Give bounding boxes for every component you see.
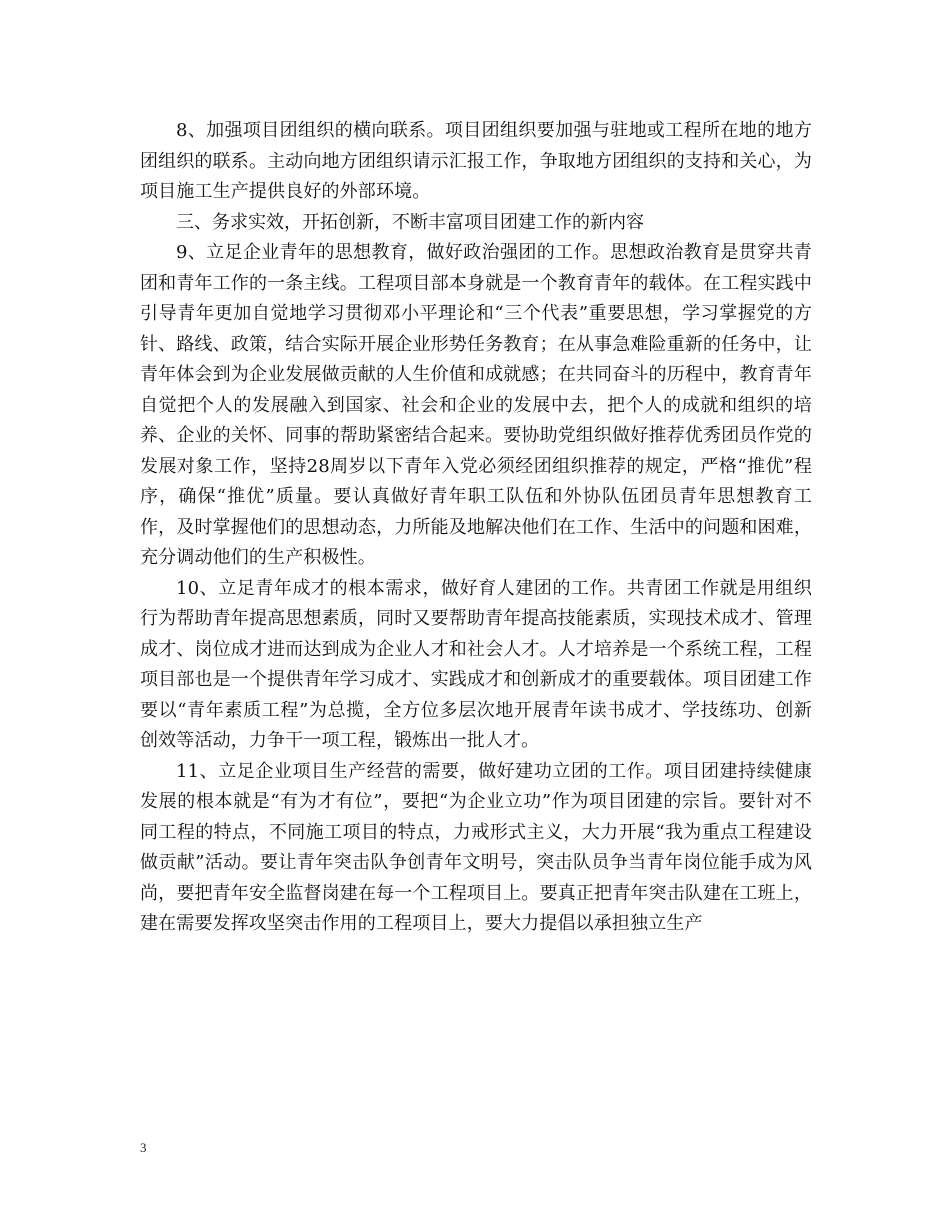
paragraph-8: 8、加强项目团组织的横向联系。项目团组织要加强与驻地或工程所在地的地方团组织的联系。主动向地方团组织请示汇报工作，争取地方团组织的支持和关心，为项目施工生产提供良好的外部环境。	[140, 120, 812, 202]
page-number: 3	[140, 1140, 147, 1155]
paragraph-10: 10、立足青年成才的根本需求，做好育人建团的工作。共青团工作就是用组织行为帮助青年提高思想素质，同时又要帮助青年提高技能素质，实现技术成才、管理成才、岗位成才进而达到成为企业人才和社会人才。人才培养是一个系统工程，工程项目部也是一个提供青年学习成才、实践成才和创新成才的重要载体。项目团建工作要以“青年素质工程”为总揽，全方位多层次地开展青年读书成才、学技练功、创新创效等活动，力争干一项工程，锻炼出一批人才。	[140, 577, 812, 751]
paragraph-9: 9、立足企业青年的思想教育，做好政治强团的工作。思想政治教育是贯穿共青团和青年工作的一条主线。工程项目部本身就是一个教育青年的载体。在工程实践中引导青年更加自觉地学习贯彻邓小平理论和“三个代表”重要思想，学习掌握党的方针、路线、政策，结合实际开展企业形势任务教育；在从事急难险重新的任务中，让青年体会到为企业发展做贡献的人生价值和成就感；在共同奋斗的历程中，教育青年自觉把个人的发展融入到国家、社会和企业的发展中去，把个人的成就和组织的培养、企业的关怀、同事的帮助紧密结合起来。要协助党组织做好推荐优秀团员作党的发展对象工作，坚持28周岁以下青年入党必须经团组织推荐的规定，严格“推优”程序，确保“推优”质量。要认真做好青年职工队伍和外协队伍团员青年思想教育工作，及时掌握他们的思想动态，力所能及地解决他们在工作、生活中的问题和困难，充分调动他们的生产积极性。	[140, 242, 812, 568]
paragraph-11: 11、立足企业项目生产经营的需要，做好建功立团的工作。项目团建持续健康发展的根本就是“有为才有位”，要把“为企业立功”作为项目团建的宗旨。要针对不同工程的特点，不同施工项目的特点，力戒形式主义，大力开展“我为重点工程建设做贡献”活动。要让青年突击队争创青年文明号，突击队员争当青年岗位能手成为风尚，要把青年安全监督岗建在每一个工程项目上。要真正把青年突击队建在工班上，建在需要发挥攻坚突击作用的工程项目上，要大力提倡以承担独立生产	[140, 760, 812, 934]
document-body	[140, 116, 812, 940]
section-heading-3: 三、务求实效，开拓创新，不断丰富项目团建工作的新内容	[176, 211, 644, 233]
